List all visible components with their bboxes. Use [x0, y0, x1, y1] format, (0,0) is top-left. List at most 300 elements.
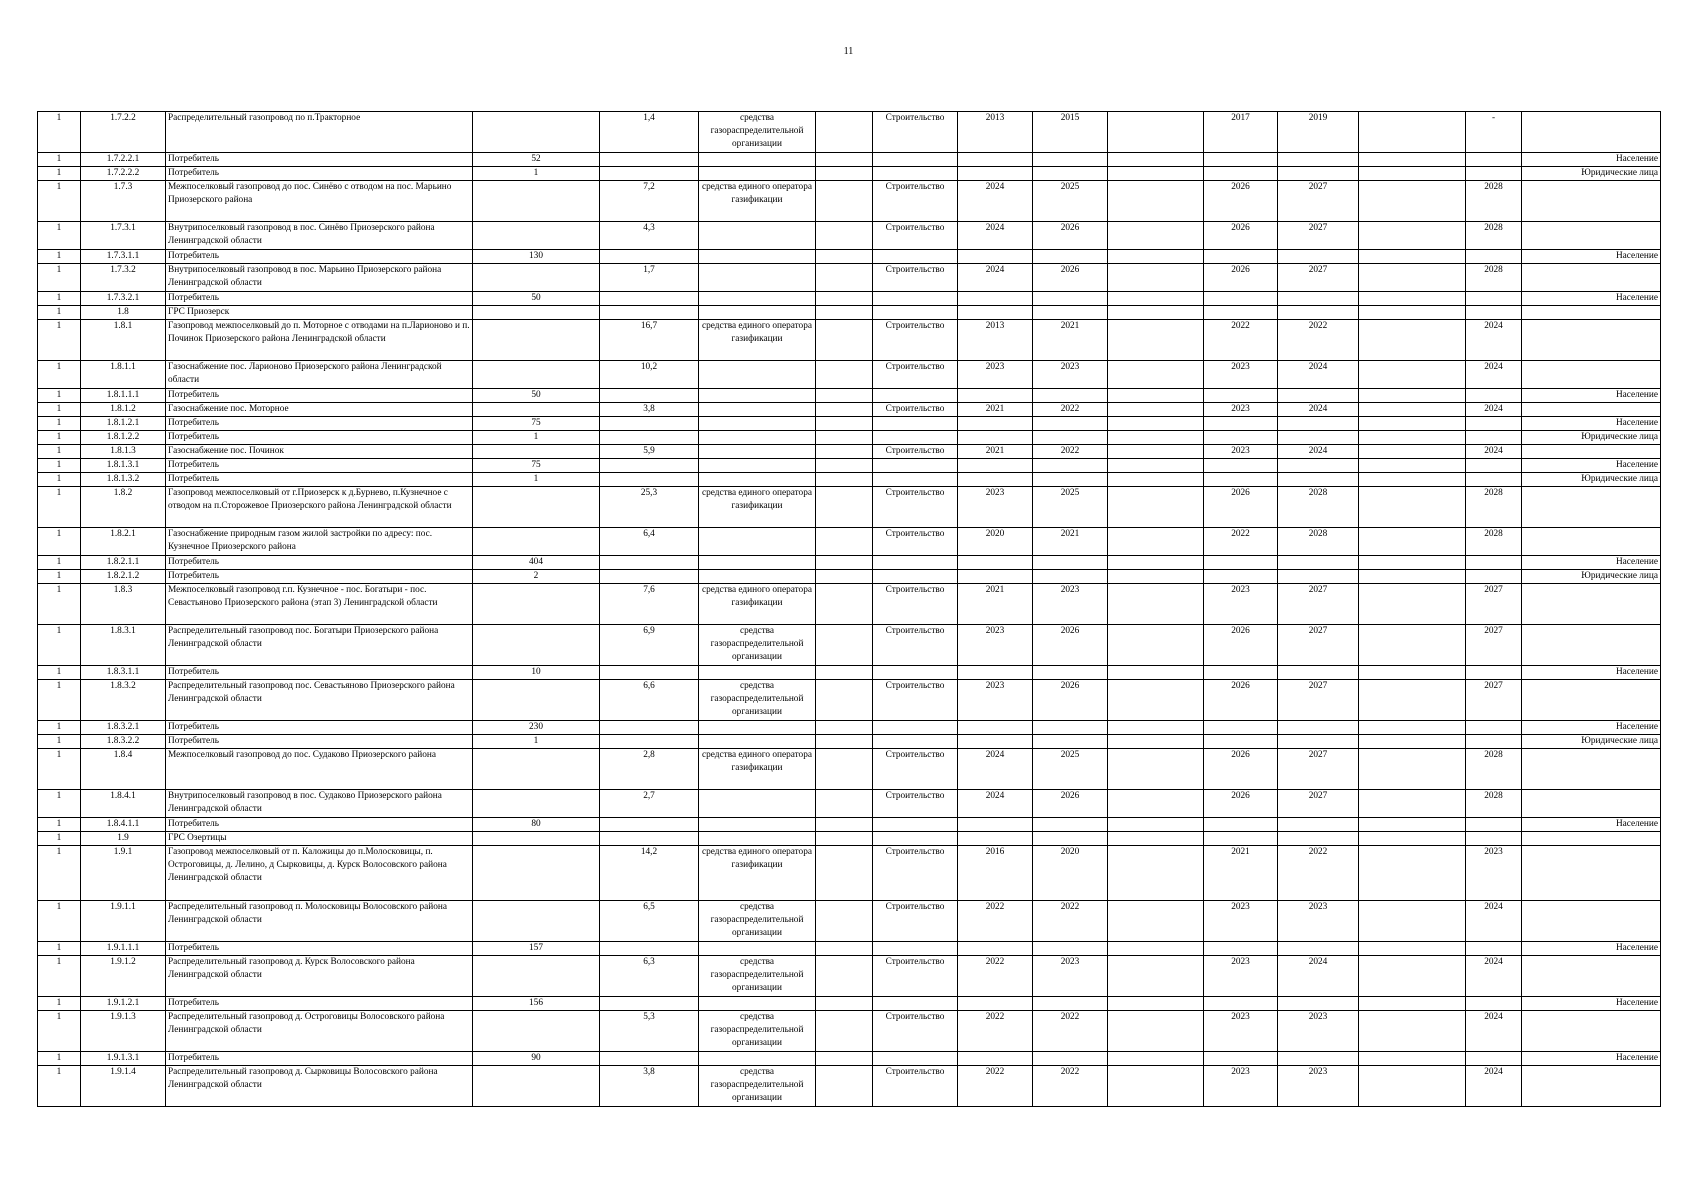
commissioning-year-cell: 2027: [1466, 625, 1522, 666]
blank-cell-c: [1359, 749, 1466, 790]
object-name-cell: ГРС Озертицы: [166, 832, 473, 846]
year-start-build-cell: [1204, 570, 1278, 584]
work-type-cell: Строительство: [873, 222, 958, 250]
year-start-design-cell: [958, 818, 1033, 832]
section-cell: 1: [38, 942, 81, 956]
table-row: [38, 222, 1661, 250]
object-name-cell: Потребитель: [166, 556, 473, 570]
year-start-build-cell: 2023: [1204, 445, 1278, 459]
object-name-cell: Внутрипоселковый газопровод в пос. Судаково Приозерского района Ленинградской области: [166, 790, 473, 818]
blank-cell-a: [816, 584, 873, 625]
code-cell: 1.9.1.1: [81, 901, 166, 942]
table-row: [38, 625, 1661, 666]
year-start-build-cell: 2023: [1204, 901, 1278, 942]
blank-cell-c: [1359, 1011, 1466, 1052]
consumers-count-cell: [473, 1011, 600, 1052]
section-cell: 1: [38, 584, 81, 625]
blank-cell-b: [1108, 680, 1204, 721]
year-start-build-cell: 2017: [1204, 112, 1278, 153]
blank-cell-b: [1108, 832, 1204, 846]
section-cell: 1: [38, 997, 81, 1011]
year-end-design-cell: [1033, 570, 1108, 584]
blank-cell-b: [1108, 292, 1204, 306]
blank-cell-a: [816, 1066, 873, 1107]
blank-cell-c: [1359, 846, 1466, 901]
table-row: [38, 901, 1661, 942]
object-name-cell: Распределительный газопровод пос. Богатыри Приозерского района Ленинградской области: [166, 625, 473, 666]
consumers-count-cell: 130: [473, 250, 600, 264]
funding-source-cell: [699, 528, 816, 556]
code-cell: 1.8.2.1.2: [81, 570, 166, 584]
consumer-category-cell: [1522, 487, 1661, 528]
table-row: [38, 250, 1661, 264]
object-name-cell: Газоснабжение природным газом жилой застройки по адресу: пос. Кузнечное Приозерского района: [166, 528, 473, 556]
table-row: [38, 1066, 1661, 1107]
funding-source-cell: [699, 556, 816, 570]
table-row: [38, 361, 1661, 389]
consumers-count-cell: 2: [473, 570, 600, 584]
consumer-category-cell: Население: [1522, 556, 1661, 570]
consumers-count-cell: 157: [473, 942, 600, 956]
blank-cell-c: [1359, 250, 1466, 264]
blank-cell-a: [816, 167, 873, 181]
table-body: [38, 112, 1661, 1107]
year-end-build-cell: 2027: [1278, 584, 1359, 625]
section-cell: 1: [38, 389, 81, 403]
year-start-design-cell: [958, 570, 1033, 584]
length-cell: 4,3: [600, 222, 699, 250]
length-cell: 3,8: [600, 1066, 699, 1107]
year-start-design-cell: [958, 167, 1033, 181]
section-cell: 1: [38, 528, 81, 556]
blank-cell-a: [816, 403, 873, 417]
year-end-design-cell: [1033, 167, 1108, 181]
year-start-design-cell: [958, 153, 1033, 167]
funding-source-cell: средства единого оператора газификации: [699, 749, 816, 790]
year-end-design-cell: [1033, 832, 1108, 846]
blank-cell-a: [816, 306, 873, 320]
funding-source-cell: средства газораспределительной организации: [699, 956, 816, 997]
year-start-design-cell: [958, 431, 1033, 445]
funding-source-cell: средства газораспределительной организации: [699, 1011, 816, 1052]
year-start-design-cell: [958, 292, 1033, 306]
commissioning-year-cell: 2028: [1466, 790, 1522, 818]
object-name-cell: Потребитель: [166, 417, 473, 431]
consumers-count-cell: [473, 445, 600, 459]
code-cell: 1.7.3.2: [81, 264, 166, 292]
commissioning-year-cell: 2028: [1466, 264, 1522, 292]
work-type-cell: Строительство: [873, 264, 958, 292]
consumer-category-cell: [1522, 181, 1661, 222]
consumer-category-cell: [1522, 584, 1661, 625]
code-cell: 1.9.1.2.1: [81, 997, 166, 1011]
blank-cell-c: [1359, 473, 1466, 487]
commissioning-year-cell: [1466, 666, 1522, 680]
object-name-cell: Потребитель: [166, 666, 473, 680]
consumer-category-cell: [1522, 445, 1661, 459]
year-end-design-cell: 2025: [1033, 487, 1108, 528]
funding-source-cell: [699, 735, 816, 749]
commissioning-year-cell: [1466, 942, 1522, 956]
length-cell: 25,3: [600, 487, 699, 528]
blank-cell-b: [1108, 1052, 1204, 1066]
blank-cell-a: [816, 735, 873, 749]
year-start-build-cell: [1204, 431, 1278, 445]
section-cell: 1: [38, 666, 81, 680]
year-start-build-cell: [1204, 556, 1278, 570]
work-type-cell: [873, 167, 958, 181]
year-end-build-cell: [1278, 735, 1359, 749]
funding-source-cell: средства единого оператора газификации: [699, 584, 816, 625]
blank-cell-c: [1359, 306, 1466, 320]
year-end-design-cell: 2026: [1033, 790, 1108, 818]
year-start-build-cell: [1204, 832, 1278, 846]
length-cell: 3,8: [600, 403, 699, 417]
blank-cell-b: [1108, 942, 1204, 956]
code-cell: 1.8.3.1: [81, 625, 166, 666]
funding-source-cell: [699, 292, 816, 306]
consumers-count-cell: [473, 320, 600, 361]
commissioning-year-cell: 2024: [1466, 361, 1522, 389]
consumers-count-cell: 90: [473, 1052, 600, 1066]
year-start-build-cell: 2026: [1204, 749, 1278, 790]
section-cell: 1: [38, 721, 81, 735]
work-type-cell: Строительство: [873, 1066, 958, 1107]
year-end-design-cell: [1033, 250, 1108, 264]
work-type-cell: Строительство: [873, 790, 958, 818]
code-cell: 1.8.4.1.1: [81, 818, 166, 832]
commissioning-year-cell: [1466, 1052, 1522, 1066]
length-cell: [600, 292, 699, 306]
section-cell: 1: [38, 901, 81, 942]
table-row: [38, 942, 1661, 956]
year-end-build-cell: [1278, 167, 1359, 181]
object-name-cell: Внутрипоселковый газопровод в пос. Синёво Приозерского района Ленинградской области: [166, 222, 473, 250]
blank-cell-c: [1359, 459, 1466, 473]
blank-cell-c: [1359, 445, 1466, 459]
year-end-build-cell: [1278, 153, 1359, 167]
length-cell: 6,4: [600, 528, 699, 556]
section-cell: 1: [38, 403, 81, 417]
year-end-design-cell: 2023: [1033, 584, 1108, 625]
consumers-count-cell: [473, 403, 600, 417]
blank-cell-b: [1108, 389, 1204, 403]
length-cell: [600, 167, 699, 181]
year-start-design-cell: 2024: [958, 790, 1033, 818]
year-start-design-cell: 2020: [958, 528, 1033, 556]
consumer-category-cell: [1522, 403, 1661, 417]
consumer-category-cell: [1522, 790, 1661, 818]
consumer-category-cell: Население: [1522, 721, 1661, 735]
consumers-count-cell: 404: [473, 556, 600, 570]
commissioning-year-cell: [1466, 997, 1522, 1011]
work-type-cell: [873, 417, 958, 431]
consumers-count-cell: 1: [473, 735, 600, 749]
blank-cell-a: [816, 389, 873, 403]
blank-cell-c: [1359, 901, 1466, 942]
year-end-build-cell: [1278, 832, 1359, 846]
work-type-cell: [873, 459, 958, 473]
code-cell: 1.9.1.2: [81, 956, 166, 997]
blank-cell-c: [1359, 389, 1466, 403]
year-end-build-cell: 2024: [1278, 445, 1359, 459]
funding-source-cell: [699, 1052, 816, 1066]
blank-cell-a: [816, 473, 873, 487]
gas-pipeline-table: [37, 111, 1661, 1107]
year-start-build-cell: 2023: [1204, 584, 1278, 625]
code-cell: 1.8.1.1: [81, 361, 166, 389]
consumers-count-cell: 50: [473, 389, 600, 403]
consumers-count-cell: 230: [473, 721, 600, 735]
year-end-build-cell: 2027: [1278, 749, 1359, 790]
consumer-category-cell: Население: [1522, 250, 1661, 264]
section-cell: 1: [38, 167, 81, 181]
commissioning-year-cell: [1466, 570, 1522, 584]
work-type-cell: Строительство: [873, 1011, 958, 1052]
blank-cell-b: [1108, 431, 1204, 445]
blank-cell-b: [1108, 112, 1204, 153]
commissioning-year-cell: [1466, 459, 1522, 473]
object-name-cell: Газоснабжение пос. Ларионово Приозерского района Ленинградской области: [166, 361, 473, 389]
consumer-category-cell: [1522, 306, 1661, 320]
funding-source-cell: [699, 445, 816, 459]
section-cell: 1: [38, 1052, 81, 1066]
object-name-cell: Распределительный газопровод д. Сырковицы Волосовского района Ленинградской области: [166, 1066, 473, 1107]
code-cell: 1.9.1.4: [81, 1066, 166, 1107]
consumer-category-cell: Население: [1522, 292, 1661, 306]
length-cell: 1,4: [600, 112, 699, 153]
commissioning-year-cell: [1466, 431, 1522, 445]
blank-cell-c: [1359, 528, 1466, 556]
work-type-cell: Строительство: [873, 680, 958, 721]
blank-cell-b: [1108, 459, 1204, 473]
year-end-build-cell: 2027: [1278, 790, 1359, 818]
commissioning-year-cell: 2027: [1466, 584, 1522, 625]
consumers-count-cell: [473, 832, 600, 846]
work-type-cell: [873, 735, 958, 749]
funding-source-cell: средства единого оператора газификации: [699, 320, 816, 361]
year-start-design-cell: [958, 250, 1033, 264]
work-type-cell: [873, 153, 958, 167]
section-cell: 1: [38, 445, 81, 459]
object-name-cell: Внутрипоселковый газопровод в пос. Марьино Приозерского района Ленинградской области: [166, 264, 473, 292]
year-end-design-cell: 2023: [1033, 361, 1108, 389]
year-end-build-cell: [1278, 1052, 1359, 1066]
year-end-design-cell: [1033, 459, 1108, 473]
consumers-count-cell: [473, 625, 600, 666]
consumer-category-cell: Юридические лица: [1522, 431, 1661, 445]
length-cell: 7,2: [600, 181, 699, 222]
commissioning-year-cell: [1466, 250, 1522, 264]
year-end-build-cell: [1278, 818, 1359, 832]
work-type-cell: [873, 721, 958, 735]
year-end-build-cell: 2027: [1278, 625, 1359, 666]
consumer-category-cell: Население: [1522, 389, 1661, 403]
length-cell: [600, 666, 699, 680]
object-name-cell: ГРС Приозерск: [166, 306, 473, 320]
consumer-category-cell: Юридические лица: [1522, 735, 1661, 749]
blank-cell-c: [1359, 1066, 1466, 1107]
consumer-category-cell: Юридические лица: [1522, 473, 1661, 487]
table-row: [38, 846, 1661, 901]
consumers-count-cell: 52: [473, 153, 600, 167]
section-cell: 1: [38, 1066, 81, 1107]
consumer-category-cell: [1522, 901, 1661, 942]
section-cell: 1: [38, 556, 81, 570]
object-name-cell: Потребитель: [166, 167, 473, 181]
blank-cell-b: [1108, 181, 1204, 222]
funding-source-cell: средства газораспределительной организации: [699, 901, 816, 942]
year-start-design-cell: [958, 1052, 1033, 1066]
code-cell: 1.8.2.1: [81, 528, 166, 556]
blank-cell-b: [1108, 901, 1204, 942]
funding-source-cell: средства газораспределительной организации: [699, 1066, 816, 1107]
blank-cell-b: [1108, 250, 1204, 264]
blank-cell-b: [1108, 417, 1204, 431]
table-row: [38, 487, 1661, 528]
consumer-category-cell: Население: [1522, 818, 1661, 832]
work-type-cell: [873, 997, 958, 1011]
table-row: [38, 181, 1661, 222]
funding-source-cell: [699, 942, 816, 956]
blank-cell-b: [1108, 1011, 1204, 1052]
section-cell: 1: [38, 306, 81, 320]
work-type-cell: Строительство: [873, 901, 958, 942]
work-type-cell: [873, 473, 958, 487]
year-end-build-cell: [1278, 570, 1359, 584]
year-end-design-cell: 2015: [1033, 112, 1108, 153]
consumers-count-cell: [473, 749, 600, 790]
length-cell: [600, 721, 699, 735]
blank-cell-c: [1359, 292, 1466, 306]
year-start-build-cell: 2026: [1204, 181, 1278, 222]
consumer-category-cell: [1522, 361, 1661, 389]
length-cell: 6,9: [600, 625, 699, 666]
table-row: [38, 112, 1661, 153]
commissioning-year-cell: [1466, 832, 1522, 846]
work-type-cell: [873, 942, 958, 956]
year-start-design-cell: 2023: [958, 487, 1033, 528]
table-row: [38, 735, 1661, 749]
section-cell: 1: [38, 250, 81, 264]
table-row: [38, 431, 1661, 445]
blank-cell-b: [1108, 721, 1204, 735]
year-start-build-cell: 2021: [1204, 846, 1278, 901]
length-cell: 6,3: [600, 956, 699, 997]
length-cell: [600, 153, 699, 167]
table-row: [38, 790, 1661, 818]
year-end-design-cell: [1033, 1052, 1108, 1066]
year-start-build-cell: [1204, 153, 1278, 167]
blank-cell-b: [1108, 320, 1204, 361]
consumers-count-cell: [473, 487, 600, 528]
length-cell: [600, 735, 699, 749]
year-start-design-cell: [958, 721, 1033, 735]
table-row: [38, 473, 1661, 487]
year-start-build-cell: 2026: [1204, 680, 1278, 721]
length-cell: 1,7: [600, 264, 699, 292]
blank-cell-a: [816, 818, 873, 832]
consumers-count-cell: 50: [473, 292, 600, 306]
consumer-category-cell: [1522, 222, 1661, 250]
consumers-count-cell: 1: [473, 431, 600, 445]
work-type-cell: [873, 818, 958, 832]
year-end-build-cell: [1278, 997, 1359, 1011]
year-start-build-cell: [1204, 735, 1278, 749]
consumer-category-cell: [1522, 1011, 1661, 1052]
length-cell: [600, 417, 699, 431]
consumer-category-cell: [1522, 1066, 1661, 1107]
year-end-build-cell: 2019: [1278, 112, 1359, 153]
object-name-cell: Газоснабжение пос. Моторное: [166, 403, 473, 417]
consumers-count-cell: 156: [473, 997, 600, 1011]
blank-cell-a: [816, 956, 873, 997]
year-end-build-cell: 2023: [1278, 1066, 1359, 1107]
year-end-design-cell: 2022: [1033, 1066, 1108, 1107]
blank-cell-c: [1359, 997, 1466, 1011]
blank-cell-c: [1359, 264, 1466, 292]
year-start-design-cell: 2024: [958, 181, 1033, 222]
table-row: [38, 680, 1661, 721]
blank-cell-b: [1108, 153, 1204, 167]
work-type-cell: [873, 1052, 958, 1066]
year-end-build-cell: 2024: [1278, 361, 1359, 389]
funding-source-cell: средства газораспределительной организации: [699, 112, 816, 153]
funding-source-cell: [699, 250, 816, 264]
blank-cell-a: [816, 431, 873, 445]
blank-cell-a: [816, 292, 873, 306]
year-end-build-cell: 2028: [1278, 487, 1359, 528]
work-type-cell: Строительство: [873, 846, 958, 901]
year-end-design-cell: 2021: [1033, 528, 1108, 556]
code-cell: 1.9.1.3: [81, 1011, 166, 1052]
blank-cell-a: [816, 445, 873, 459]
commissioning-year-cell: 2028: [1466, 749, 1522, 790]
table-row: [38, 666, 1661, 680]
year-start-design-cell: 2022: [958, 1066, 1033, 1107]
commissioning-year-cell: [1466, 292, 1522, 306]
commissioning-year-cell: [1466, 473, 1522, 487]
year-start-design-cell: [958, 997, 1033, 1011]
object-name-cell: Потребитель: [166, 459, 473, 473]
year-end-build-cell: 2022: [1278, 320, 1359, 361]
consumers-count-cell: [473, 680, 600, 721]
object-name-cell: Газоснабжение пос. Починок: [166, 445, 473, 459]
object-name-cell: Потребитель: [166, 997, 473, 1011]
blank-cell-b: [1108, 445, 1204, 459]
length-cell: [600, 556, 699, 570]
funding-source-cell: [699, 361, 816, 389]
blank-cell-c: [1359, 222, 1466, 250]
work-type-cell: [873, 250, 958, 264]
year-start-build-cell: [1204, 292, 1278, 306]
object-name-cell: Распределительный газопровод д. Остроговицы Волосовского района Ленинградской области: [166, 1011, 473, 1052]
object-name-cell: Распределительный газопровод д. Курск Волосовского района Ленинградской области: [166, 956, 473, 997]
year-start-build-cell: 2023: [1204, 403, 1278, 417]
year-end-build-cell: 2023: [1278, 901, 1359, 942]
blank-cell-b: [1108, 584, 1204, 625]
year-end-design-cell: [1033, 292, 1108, 306]
year-end-design-cell: [1033, 417, 1108, 431]
year-start-build-cell: [1204, 818, 1278, 832]
blank-cell-b: [1108, 167, 1204, 181]
blank-cell-a: [816, 721, 873, 735]
year-end-build-cell: 2024: [1278, 956, 1359, 997]
work-type-cell: Строительство: [873, 528, 958, 556]
commissioning-year-cell: [1466, 735, 1522, 749]
work-type-cell: Строительство: [873, 445, 958, 459]
year-end-build-cell: 2027: [1278, 222, 1359, 250]
